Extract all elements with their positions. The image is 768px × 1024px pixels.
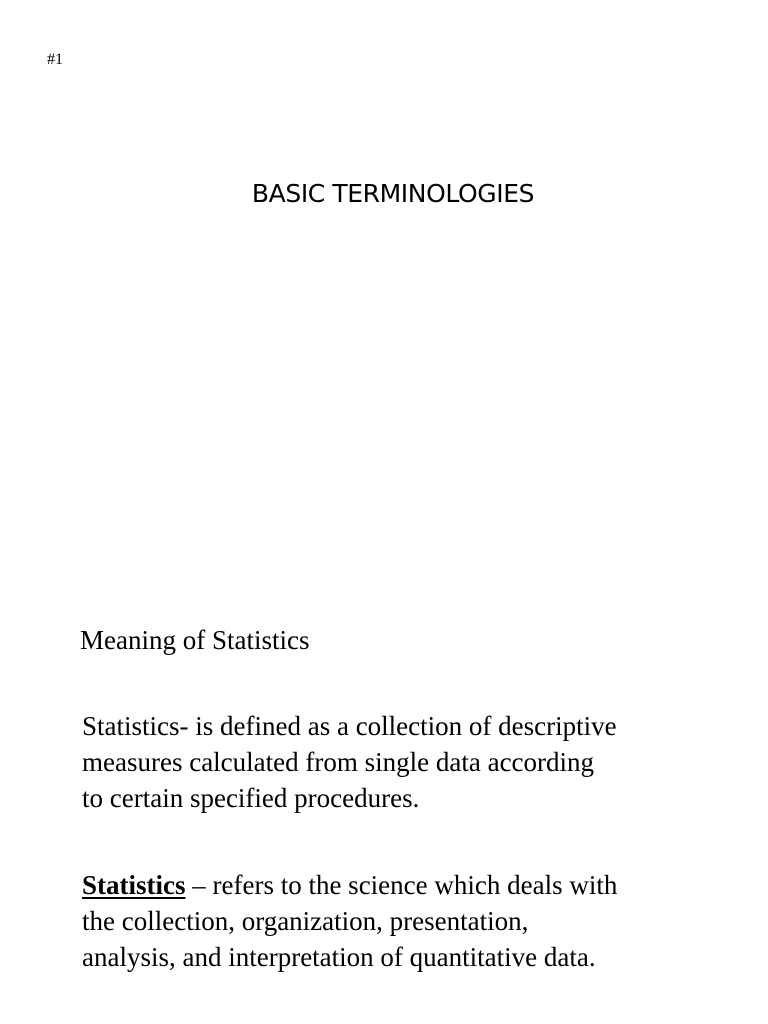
page-number: #1 (47, 51, 63, 68)
definition-paragraph-1 (82, 708, 722, 816)
paragraph-line: Statistics- is defined as a collection of descriptive (82, 711, 617, 741)
paragraph-line (82, 867, 722, 903)
definition-paragraph-2 (82, 867, 722, 975)
paragraph-line: measures calculated from single data according (82, 747, 595, 777)
term-statistics: Statistics (82, 870, 186, 900)
paragraph-line: to certain specified procedures. (82, 783, 420, 813)
paragraph-line: analysis, and interpretation of quantitative data. (82, 942, 596, 972)
paragraph-line: the collection, organization, presentation, (82, 906, 529, 936)
page-title: BASIC TERMINOLOGIES (251, 179, 535, 208)
section-heading: Meaning of Statistics (80, 625, 310, 655)
term-definition-start: – refers to the science which deals with (185, 870, 618, 900)
